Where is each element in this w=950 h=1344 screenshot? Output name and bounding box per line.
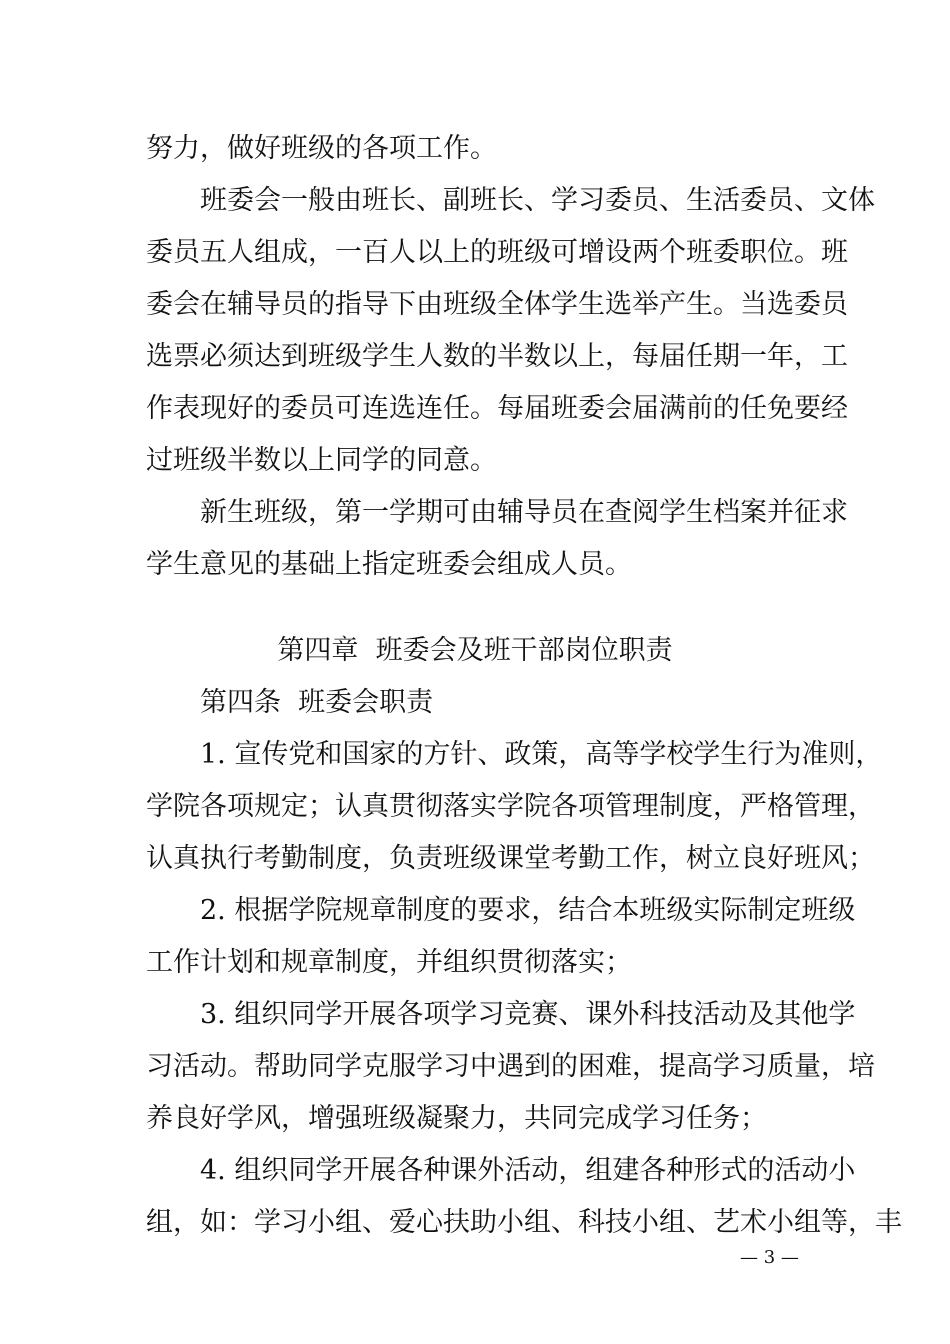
chapter-heading: 第四章 班委会及班干部岗位职责 (277, 635, 673, 666)
paragraph-line: 委会在辅导员的指导下由班级全体学生选举产生。当选委员 (146, 289, 848, 320)
paragraph-line: 选票必须达到班级学生人数的半数以上，每届任期一年，工 (146, 341, 848, 372)
list-item-line: 养良好学风，增强班级凝聚力，共同完成学习任务； (146, 1103, 767, 1134)
list-item-line: 工作计划和规章制度，并组织贯彻落实； (146, 947, 632, 978)
list-item-line: 3. 组织同学开展各项学习竞赛、课外科技活动及其他学 (200, 999, 856, 1030)
paragraph-line: 过班级半数以上同学的同意。 (146, 445, 497, 476)
paragraph-line: 学生意见的基础上指定班委会组成人员。 (146, 549, 632, 580)
paragraph-line: 委员五人组成，一百人以上的班级可增设两个班委职位。班 (146, 237, 848, 268)
list-item-line: 组，如：学习小组、爱心扶助小组、科技小组、艺术小组等，丰 (146, 1207, 902, 1238)
article-heading: 第四条 班委会职责 (200, 687, 434, 718)
page-number: — 3 — (740, 1247, 799, 1268)
paragraph-line: 作表现好的委员可连选连任。每届班委会届满前的任免要经 (146, 393, 848, 424)
paragraph-line: 努力，做好班级的各项工作。 (146, 133, 497, 164)
paragraph-line: 新生班级，第一学期可由辅导员在查阅学生档案并征求 (200, 497, 848, 528)
list-item-line: 2. 根据学院规章制度的要求，结合本班级实际制定班级 (200, 895, 856, 926)
list-item-line: 1. 宣传党和国家的方针、政策，高等学校学生行为准则， (200, 739, 883, 770)
list-item-line: 习活动。帮助同学克服学习中遇到的困难，提高学习质量，培 (146, 1051, 875, 1082)
paragraph-line: 班委会一般由班长、副班长、学习委员、生活委员、文体 (200, 185, 875, 216)
list-item-line: 4. 组织同学开展各种课外活动，组建各种形式的活动小 (200, 1155, 856, 1186)
list-item-line: 学院各项规定；认真贯彻落实学院各项管理制度，严格管理， (146, 791, 875, 822)
list-item-line: 认真执行考勤制度，负责班级课堂考勤工作，树立良好班风； (146, 843, 875, 874)
